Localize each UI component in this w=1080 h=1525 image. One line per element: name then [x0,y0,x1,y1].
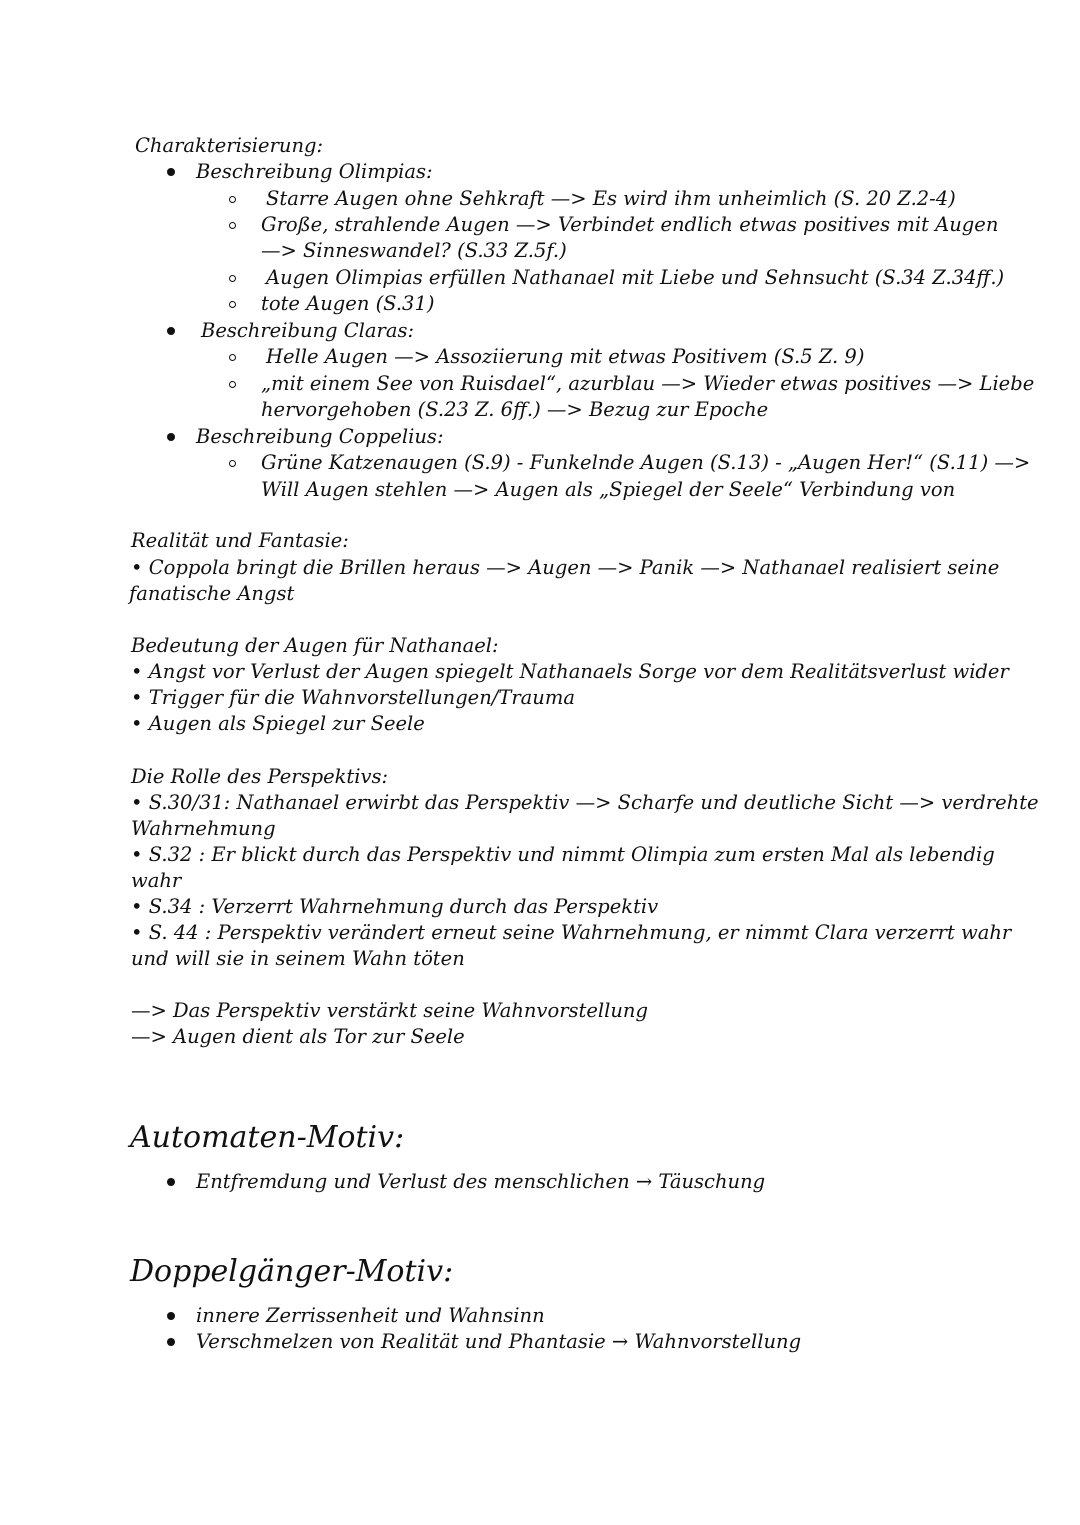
section-title-charakterisierung: Charakterisierung: [135,134,324,157]
bedeutung-line: • Augen als Spiegel zur Seele [131,712,425,735]
doppelgaenger-item: Verschmelzen von Realität und Phantasie → Wahnvorstellung [196,1330,802,1353]
bullet [167,433,175,441]
coppelius-label: Beschreibung Coppelius: [196,425,444,448]
sub-bullet [229,275,236,282]
perspektiv-line: und will sie in seinem Wahn töten [131,947,465,970]
perspektiv-conclusion: —> Augen dient als Tor zur Seele [131,1025,465,1048]
sub-bullet [229,196,236,203]
heading-doppelgaenger-motiv: Doppelgänger-Motiv: [130,1254,454,1289]
sub-bullet [229,460,236,467]
section-title-perspektiv: Die Rolle des Perspektivs: [131,765,389,788]
olimpia-item-continuation: —> Sinneswandel? (S.33 Z.5f.) [261,239,567,262]
coppelius-item-continuation: Will Augen stehlen —> Augen als „Spiegel der Seele“ Verbindung von [261,478,956,501]
perspektiv-conclusion: —> Das Perspektiv verstärkt seine Wahnvorstellung [131,999,648,1022]
clara-label: Beschreibung Claras: [201,319,415,342]
bedeutung-line: • Angst vor Verlust der Augen spiegelt Nathanaels Sorge vor dem Realitätsverlust wider [131,660,1009,683]
bullet [167,1338,175,1346]
doppelgaenger-item: innere Zerrissenheit und Wahnsinn [196,1304,545,1327]
bullet [167,1312,175,1320]
clara-item: „mit einem See von Ruisdael“, azurblau —> Wieder etwas positives —> Liebe [261,372,1035,395]
olimpia-item: Augen Olimpias erfüllen Nathanael mit Liebe und Sehnsucht (S.34 Z.34ff.) [266,266,1005,289]
perspektiv-line: • S.34 : Verzerrt Wahrnehmung durch das Perspektiv [131,895,659,918]
automaten-item: Entfremdung und Verlust des menschlichen → Täuschung [196,1170,766,1193]
perspektiv-line: wahr [131,869,182,892]
clara-item-continuation: hervorgehoben (S.23 Z. 6ff.) —> Bezug zur Epoche [261,398,769,421]
sub-bullet [229,222,236,229]
perspektiv-line: • S. 44 : Perspektiv verändert erneut seine Wahrnehmung, er nimmt Clara verzerrt wahr [131,921,1012,944]
bullet [167,1178,175,1186]
olimpia-item: tote Augen (S.31) [261,292,435,315]
section-title-bedeutung: Bedeutung der Augen für Nathanael: [131,634,499,657]
realitaet-line: fanatische Angst [129,582,295,605]
bedeutung-line: • Trigger für die Wahnvorstellungen/Trauma [131,686,575,709]
realitaet-line: • Coppola bringt die Brillen heraus —> Augen —> Panik —> Nathanael realisiert seine [131,556,1000,579]
olimpia-item: Große, strahlende Augen —> Verbindet endlich etwas positives mit Augen [261,213,999,236]
olimpia-item: Starre Augen ohne Sehkraft —> Es wird ihm unheimlich (S. 20 Z.2-4) [266,187,956,210]
sub-bullet [229,381,236,388]
sub-bullet [229,301,236,308]
perspektiv-line: • S.32 : Er blickt durch das Perspektiv und nimmt Olimpia zum ersten Mal als lebendig [131,843,995,866]
olimpia-label: Beschreibung Olimpias: [196,160,433,183]
perspektiv-line: • S.30/31: Nathanael erwirbt das Perspektiv —> Scharfe und deutliche Sicht —> verdrehte [131,791,1039,814]
section-title-realitaet: Realität und Fantasie: [131,529,349,552]
heading-automaten-motiv: Automaten-Motiv: [130,1120,405,1155]
sub-bullet [229,354,236,361]
bullet [167,168,175,176]
perspektiv-line: Wahrnehmung [131,817,276,840]
clara-item: Helle Augen —> Assoziierung mit etwas Positivem (S.5 Z. 9) [266,345,865,368]
bullet [167,327,175,335]
coppelius-item: Grüne Katzenaugen (S.9) - Funkelnde Augen (S.13) - „Augen Her!“ (S.11) —> [261,451,1031,474]
